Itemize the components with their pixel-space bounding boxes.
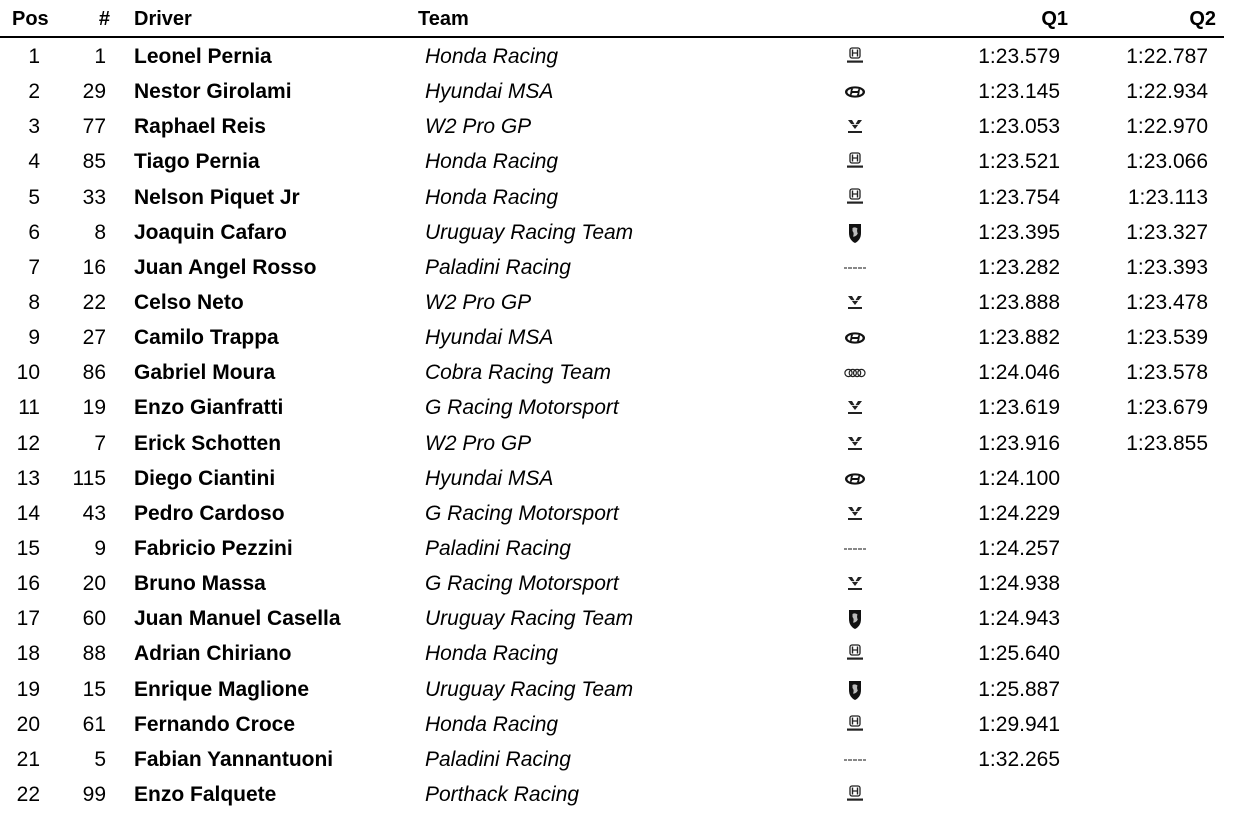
row-car-number: 61 [82, 712, 106, 736]
row-driver-name: Juan Angel Rosso [134, 255, 317, 279]
row-q2-time: 1:23.578 [1126, 361, 1208, 385]
row-driver-name: Nestor Girolami [134, 80, 292, 104]
row-driver-name: Adrian Chiriano [134, 642, 292, 666]
row-position: 13 [16, 466, 40, 490]
table-row [0, 743, 1242, 778]
row-position: 1 [28, 45, 40, 68]
column-header-driver: Driver [134, 8, 192, 30]
honda-logo-icon [838, 45, 872, 69]
table-row [0, 778, 1242, 813]
row-q1-time: 1:23.579 [978, 45, 1060, 68]
table-row [0, 251, 1242, 286]
row-car-number: 7 [94, 431, 106, 455]
column-header-number: # [98, 8, 110, 30]
row-position: 5 [28, 185, 40, 209]
honda-logo-icon [838, 150, 872, 174]
row-driver-name: Celso Neto [134, 290, 244, 314]
table-row [0, 462, 1242, 497]
row-q2-time: 1:23.539 [1126, 326, 1208, 350]
table-row [0, 602, 1242, 637]
row-driver-name: Enzo Falquete [134, 782, 277, 806]
row-driver-name: Bruno Massa [134, 572, 266, 596]
row-position: 9 [28, 326, 40, 350]
row-driver-name: Fabricio Pezzini [134, 536, 293, 560]
row-car-number: 115 [72, 466, 106, 490]
table-row [0, 145, 1242, 180]
row-driver-name: Juan Manuel Casella [134, 607, 341, 631]
row-team-name: Honda Racing [425, 185, 559, 209]
honda-logo-icon [838, 713, 872, 737]
row-car-number: 20 [82, 572, 106, 596]
row-driver-name: Enzo Gianfratti [134, 396, 284, 420]
table-row [0, 637, 1242, 672]
table-row [0, 497, 1242, 532]
row-q1-time: 1:23.521 [978, 150, 1060, 174]
row-car-number: 29 [82, 80, 106, 104]
table-header-row [0, 0, 1224, 38]
cupra-logo-icon [838, 291, 872, 315]
row-team-name: Uruguay Racing Team [425, 677, 634, 701]
row-driver-name: Enrique Maglione [134, 677, 310, 701]
row-position: 20 [16, 712, 40, 736]
column-header-q2: Q2 [1189, 8, 1216, 30]
honda-logo-icon [838, 186, 872, 210]
row-q1-time: 1:25.640 [978, 642, 1060, 666]
row-team-name: G Racing Motorsport [425, 572, 619, 596]
lynkco-logo-icon [838, 256, 872, 280]
row-position: 16 [16, 572, 40, 596]
row-q1-time: 1:23.282 [978, 255, 1060, 279]
table-row [0, 708, 1242, 743]
row-driver-name: Camilo Trappa [134, 326, 279, 350]
row-position: 21 [16, 747, 40, 771]
row-car-number: 8 [94, 220, 106, 244]
row-driver-name: Fabian Yannantuoni [134, 747, 334, 771]
row-team-name: Paladini Racing [425, 536, 571, 560]
row-car-number: 60 [82, 607, 106, 631]
row-position: 2 [28, 80, 40, 104]
row-position: 17 [16, 607, 40, 631]
row-q2-time: 1:23.066 [1126, 150, 1208, 174]
row-car-number: 1 [94, 45, 106, 68]
row-position: 18 [16, 642, 40, 666]
row-q1-time: 1:23.916 [978, 431, 1060, 455]
audi-logo-icon [838, 361, 872, 385]
peugeot-logo-icon [838, 607, 872, 631]
column-header-team: Team [418, 8, 469, 30]
row-car-number: 85 [82, 150, 106, 174]
column-header-q1: Q1 [1041, 8, 1068, 30]
row-q1-time: 1:29.941 [978, 712, 1060, 736]
row-team-name: Porthack Racing [425, 782, 580, 806]
row-q1-time: 1:24.257 [978, 536, 1060, 560]
row-car-number: 99 [82, 782, 106, 806]
lynkco-logo-icon [838, 537, 872, 561]
table-body [0, 40, 1242, 813]
row-position: 19 [16, 677, 40, 701]
row-position: 12 [16, 431, 40, 455]
row-car-number: 5 [94, 747, 106, 771]
row-q2-time: 1:23.478 [1126, 290, 1208, 314]
row-team-name: G Racing Motorsport [425, 501, 619, 525]
cupra-logo-icon [838, 572, 872, 596]
row-q2-time: 1:23.113 [1127, 185, 1208, 209]
row-position: 11 [18, 396, 40, 420]
row-q1-time: 1:24.100 [978, 466, 1060, 490]
table-row [0, 216, 1242, 251]
row-driver-name: Nelson Piquet Jr [134, 185, 300, 209]
row-car-number: 33 [82, 185, 106, 209]
row-driver-name: Pedro Cardoso [134, 501, 285, 525]
row-position: 15 [16, 536, 40, 560]
row-q1-time: 1:24.229 [978, 501, 1060, 525]
row-q1-time: 1:25.887 [978, 677, 1060, 701]
row-q1-time: 1:32.265 [978, 747, 1060, 771]
row-q2-time: 1:23.327 [1126, 220, 1208, 244]
row-q2-time: 1:23.855 [1126, 431, 1208, 455]
hyundai-logo-icon [838, 467, 872, 491]
row-q1-time: 1:23.888 [978, 290, 1060, 314]
row-q1-time: 1:24.938 [978, 572, 1060, 596]
table-row [0, 286, 1242, 321]
row-q1-time: 1:23.145 [978, 80, 1060, 104]
hyundai-logo-icon [838, 80, 872, 104]
row-car-number: 27 [82, 326, 106, 350]
row-q1-time: 1:23.754 [978, 185, 1060, 209]
row-team-name: Hyundai MSA [425, 466, 554, 490]
row-q2-time: 1:22.934 [1126, 80, 1208, 104]
row-team-name: Honda Racing [425, 642, 559, 666]
table-row [0, 673, 1242, 708]
table-row [0, 181, 1242, 216]
row-driver-name: Raphael Reis [134, 115, 266, 139]
cupra-logo-icon [838, 502, 872, 526]
honda-logo-icon [838, 783, 872, 807]
honda-logo-icon [838, 642, 872, 666]
row-q2-time: 1:22.787 [1126, 45, 1208, 68]
row-position: 4 [28, 150, 40, 174]
row-q1-time: 1:24.046 [978, 361, 1060, 385]
row-car-number: 15 [82, 677, 106, 701]
row-car-number: 22 [82, 290, 106, 314]
row-driver-name: Leonel Pernia [134, 45, 272, 68]
row-position: 6 [28, 220, 40, 244]
row-position: 8 [28, 290, 40, 314]
row-q1-time: 1:23.619 [978, 396, 1060, 420]
row-team-name: Paladini Racing [425, 747, 571, 771]
row-position: 7 [28, 255, 40, 279]
row-position: 22 [16, 782, 40, 806]
row-team-name: Honda Racing [425, 712, 559, 736]
row-q1-time: 1:24.943 [978, 607, 1060, 631]
table-row [0, 427, 1242, 462]
row-team-name: Cobra Racing Team [425, 361, 611, 385]
peugeot-logo-icon [838, 678, 872, 702]
row-position: 14 [16, 501, 40, 525]
row-team-name: Uruguay Racing Team [425, 220, 634, 244]
row-team-name: Uruguay Racing Team [425, 607, 634, 631]
row-car-number: 86 [82, 361, 106, 385]
row-car-number: 43 [82, 501, 106, 525]
table-row [0, 356, 1242, 391]
row-q2-time: 1:23.393 [1126, 255, 1208, 279]
row-car-number: 9 [94, 536, 106, 560]
table-row [0, 110, 1242, 145]
row-driver-name: Joaquin Cafaro [134, 220, 287, 244]
row-team-name: W2 Pro GP [425, 290, 532, 314]
table-row [0, 391, 1242, 426]
row-q2-time: 1:23.679 [1126, 396, 1208, 420]
table-row [0, 75, 1242, 110]
lynkco-logo-icon [838, 748, 872, 772]
hyundai-logo-icon [838, 326, 872, 350]
row-car-number: 16 [82, 255, 106, 279]
row-driver-name: Fernando Croce [134, 712, 296, 736]
peugeot-logo-icon [838, 221, 872, 245]
table-row [0, 321, 1242, 356]
row-driver-name: Erick Schotten [134, 431, 282, 455]
table-row [0, 567, 1242, 602]
row-team-name: Honda Racing [425, 45, 559, 68]
row-car-number: 19 [82, 396, 106, 420]
row-q2-time: 1:22.970 [1126, 115, 1208, 139]
row-car-number: 77 [82, 115, 106, 139]
row-team-name: Hyundai MSA [425, 326, 554, 350]
row-team-name: Hyundai MSA [425, 80, 554, 104]
row-team-name: Paladini Racing [425, 255, 571, 279]
row-team-name: Honda Racing [425, 150, 559, 174]
row-q1-time: 1:23.395 [978, 220, 1060, 244]
row-q1-time: 1:23.882 [978, 326, 1060, 350]
row-driver-name: Gabriel Moura [134, 361, 276, 385]
table-row [0, 532, 1242, 567]
row-team-name: W2 Pro GP [425, 431, 532, 455]
row-team-name: W2 Pro GP [425, 115, 532, 139]
cupra-logo-icon [838, 432, 872, 456]
cupra-logo-icon [838, 115, 872, 139]
column-header-pos: Pos [12, 8, 49, 30]
table-row [0, 40, 1242, 75]
row-position: 10 [16, 361, 40, 385]
row-car-number: 88 [82, 642, 106, 666]
row-q1-time: 1:23.053 [978, 115, 1060, 139]
row-team-name: G Racing Motorsport [425, 396, 619, 420]
row-driver-name: Tiago Pernia [134, 150, 260, 174]
row-driver-name: Diego Ciantini [134, 466, 276, 490]
cupra-logo-icon [838, 396, 872, 420]
row-position: 3 [28, 115, 40, 139]
